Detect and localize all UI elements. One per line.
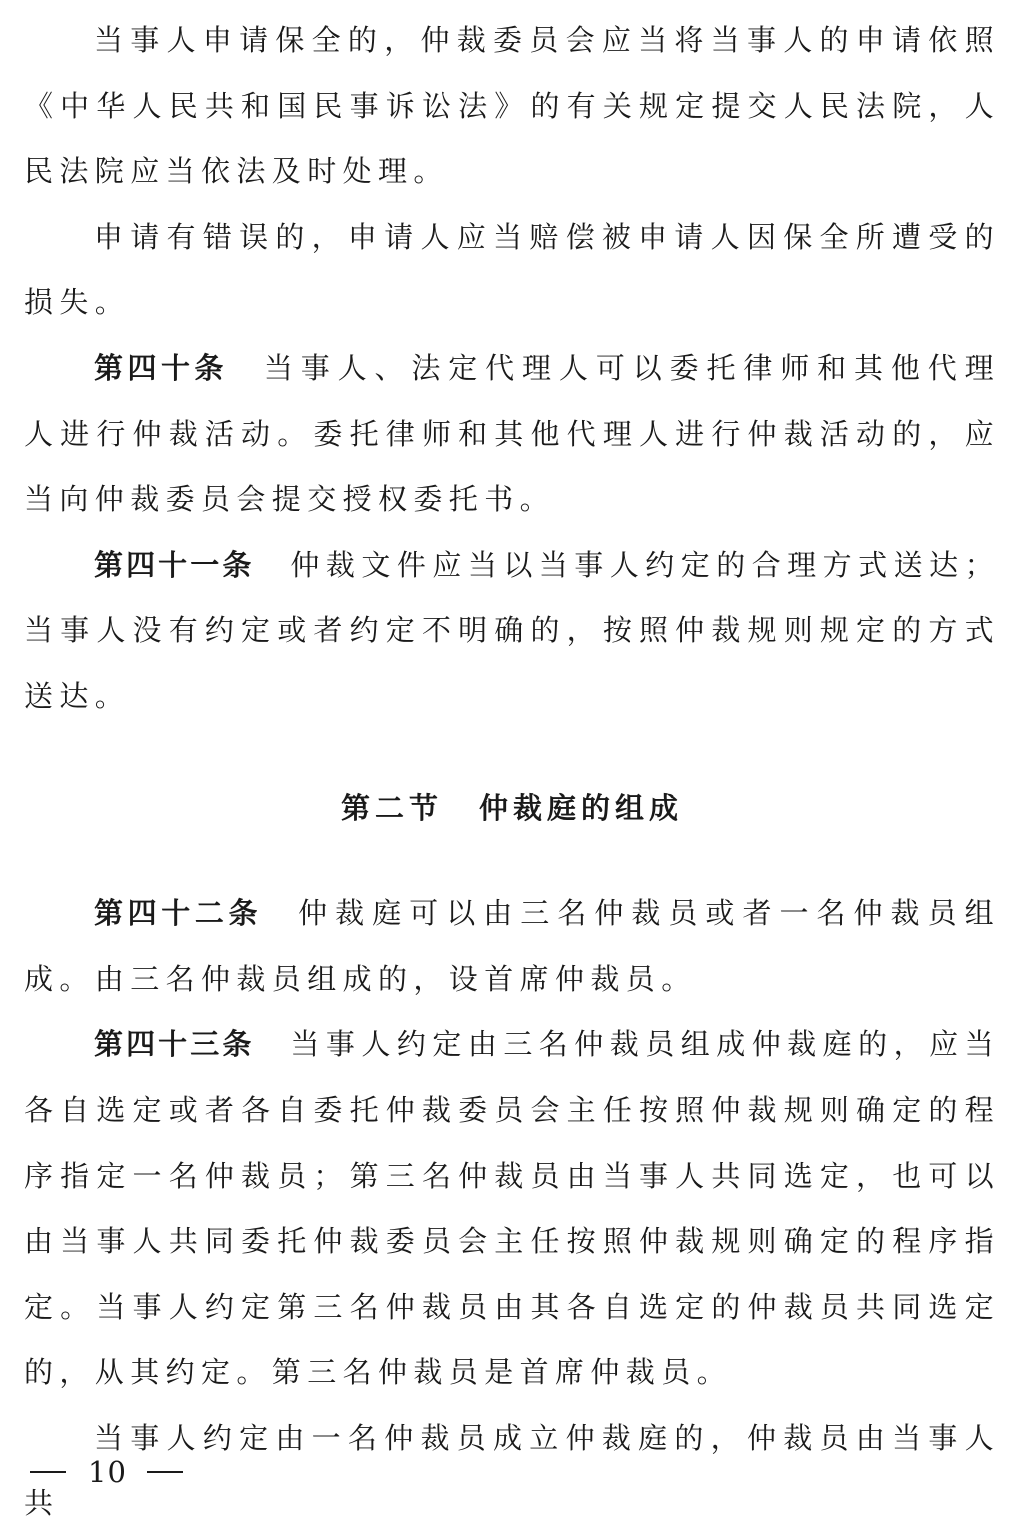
article-42 xyxy=(24,881,1000,1012)
document-page xyxy=(24,8,1000,1537)
paragraph-preservation-request xyxy=(24,8,1000,205)
page-number: 10 xyxy=(88,1455,127,1489)
article-label: 第四十二条 xyxy=(94,896,263,931)
article-label: 第四十三条 xyxy=(94,1027,255,1062)
article-text: 当事人、法定代理人可以委托律师和其他代理人进行仲裁活动。委托律师和其他代理人进行仲裁活动的，应当向仲裁委员会提交授权委托书。 xyxy=(24,350,1000,517)
article-text: 当事人约定由三名仲裁员组成仲裁庭的，应当各自选定或者各自委托仲裁委员会主任按照仲裁规则确定的程序指定一名仲裁员；第三名仲裁员由当事人共同选定，也可以由当事人共同委托仲裁委员会主任按照仲裁规则确定的程序指定。当事人约定第三名仲裁员由其各自选定的仲裁员共同选定的，从其约定。第三名仲裁员是首席仲裁员。 xyxy=(24,1027,1000,1390)
paragraph-wrongful-application xyxy=(24,205,1000,336)
paragraph-text: 当事人约定由一名仲裁员成立仲裁庭的，仲裁员由当事人共 xyxy=(24,1420,1000,1521)
article-text: 仲裁文件应当以当事人约定的合理方式送达；当事人没有约定或者约定不明确的，按照仲裁规则规定的方式送达。 xyxy=(24,547,1000,713)
article-43 xyxy=(24,1012,1000,1406)
paragraph-text: 申请有错误的，申请人应当赔偿被申请人因保全所遭受的损失。 xyxy=(24,219,1000,320)
article-40 xyxy=(24,336,1000,533)
article-text: 仲裁庭可以由三名仲裁员或者一名仲裁员组成。由三名仲裁员组成的，设首席仲裁员。 xyxy=(24,896,1000,996)
page-footer xyxy=(30,1452,183,1492)
footer-dash-right xyxy=(147,1471,183,1473)
section-title: 仲裁庭的组成 xyxy=(479,790,684,825)
article-41 xyxy=(24,533,1000,730)
footer-dash-left xyxy=(30,1471,66,1473)
article-label: 第四十条 xyxy=(94,350,228,385)
paragraph-text: 当事人申请保全的，仲裁委员会应当将当事人的申请依照《中华人民共和国民事诉讼法》的有关规定提交人民法院，人民法院应当依法及时处理。 xyxy=(24,23,1000,189)
section-number: 第二节 xyxy=(340,790,443,825)
article-label: 第四十一条 xyxy=(94,547,255,582)
section-heading xyxy=(24,730,1000,882)
